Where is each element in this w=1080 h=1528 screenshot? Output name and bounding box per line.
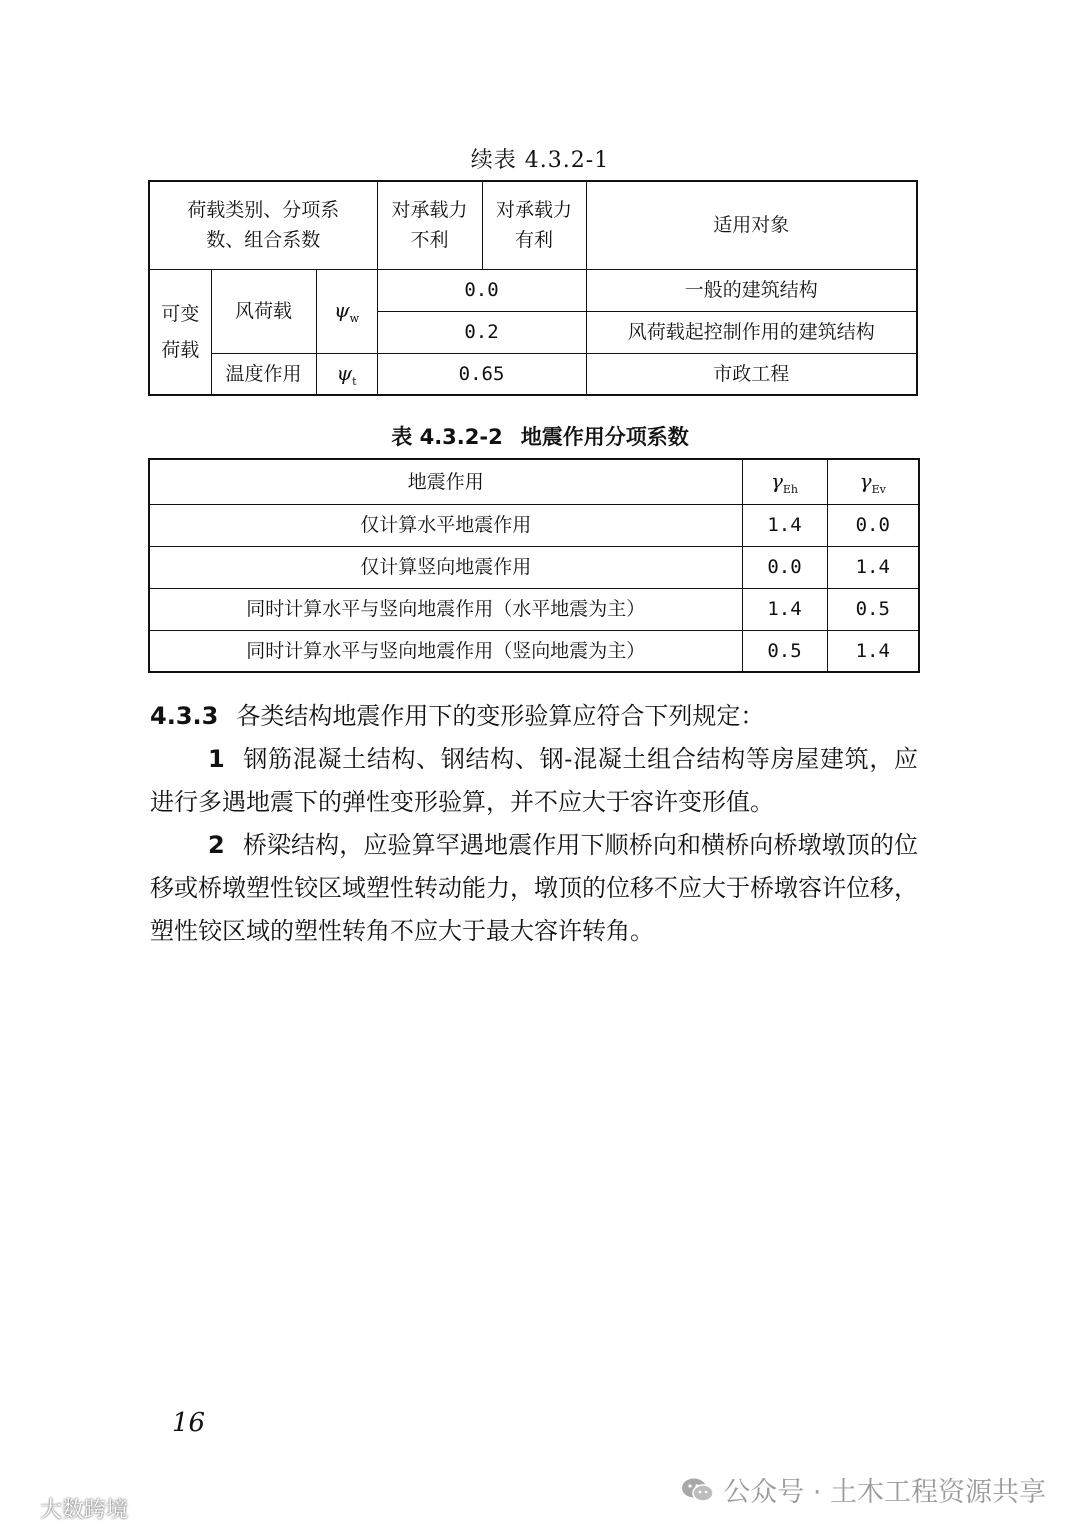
table-row-ev: 1.4 (827, 630, 919, 672)
table-row-action: 仅计算竖向地震作用 (149, 546, 742, 588)
table1-title: 续表 4.3.2-1 (470, 148, 610, 173)
object-general: 一般的建筑结构 (586, 269, 917, 311)
table-row-action: 同时计算水平与竖向地震作用（竖向地震为主） (149, 630, 742, 672)
seismic-factor-table (148, 458, 920, 673)
clause-item-2 (150, 824, 918, 953)
object-municipal: 市政工程 (586, 353, 917, 395)
weibo-icon (6, 1498, 36, 1520)
table-row-eh: 0.5 (742, 630, 827, 672)
item-number: 2 (208, 831, 225, 859)
wind-load-label: 风荷载 (211, 269, 316, 353)
header-category: 荷载类别、分项系数、组合系数 (149, 181, 377, 269)
corner-watermark-text: 大数跨境 (40, 1498, 129, 1523)
clause-heading-text: 各类结构地震作用下的变形验算应符合下列规定： (236, 702, 765, 730)
load-factor-table (148, 180, 918, 396)
table-row-eh: 1.4 (742, 504, 827, 546)
table-row-ev: 0.0 (827, 504, 919, 546)
header-unfavorable: 对承载力不利 (377, 181, 482, 269)
object-wind-controlled: 风荷载起控制作用的建筑结构 (586, 311, 917, 353)
wechat-watermark (681, 1470, 1046, 1509)
table-row-ev: 0.5 (827, 588, 919, 630)
header-favorable: 对承载力有利 (482, 181, 586, 269)
table-row-action: 同时计算水平与竖向地震作用（水平地震为主） (149, 588, 742, 630)
temperature-factor-symbol: $\psi_t$ (316, 353, 377, 395)
header-gamma-ev: $\gamma_{Ev}$ (827, 459, 919, 504)
page-number: 16 (172, 1408, 206, 1438)
watermark-text: 公众号 · 土木工程资源共享 (723, 1477, 1046, 1508)
table2-number: 表 4.3.2-2 (391, 425, 503, 449)
header-seismic-action: 地震作用 (149, 459, 742, 504)
variable-load-group: 可变荷载 (149, 269, 211, 395)
table-row-action: 仅计算水平地震作用 (149, 504, 742, 546)
item-text: 钢筋混凝土结构、钢结构、钢-混凝土组合结构等房屋建筑，应进行多遇地震下的弹性变形验算，并不应大于容许变形值。 (150, 745, 918, 816)
header-gamma-eh: $\gamma_{Eh}$ (742, 459, 827, 504)
table-row-ev: 1.4 (827, 546, 919, 588)
wind-value-general: 0.0 (377, 269, 586, 311)
clause-4-3-3 (150, 695, 918, 953)
clause-item-1 (150, 738, 918, 824)
wind-value-controlling: 0.2 (377, 311, 586, 353)
temperature-action-label: 温度作用 (211, 353, 316, 395)
table-row-eh: 1.4 (742, 588, 827, 630)
clause-heading (150, 695, 918, 738)
clause-number: 4.3.3 (150, 702, 219, 730)
item-text: 桥梁结构，应验算罕遇地震作用下顺桥向和横桥向桥墩墩顶的位移或桥墩塑性铰区域塑性转动能力，墩顶的位移不应大于桥墩容许位移，塑性铰区域的塑性转角不应大于最大容许转角。 (150, 831, 918, 945)
wechat-icon (681, 1477, 715, 1503)
temperature-value: 0.65 (377, 353, 586, 395)
item-number: 1 (208, 745, 225, 773)
table2-title (0, 421, 1080, 451)
header-applicable: 适用对象 (586, 181, 917, 269)
table2-caption: 地震作用分项系数 (520, 425, 689, 449)
wind-factor-symbol: $\psi_w$ (316, 269, 377, 353)
table-row-eh: 0.0 (742, 546, 827, 588)
corner-watermark (6, 1493, 128, 1524)
